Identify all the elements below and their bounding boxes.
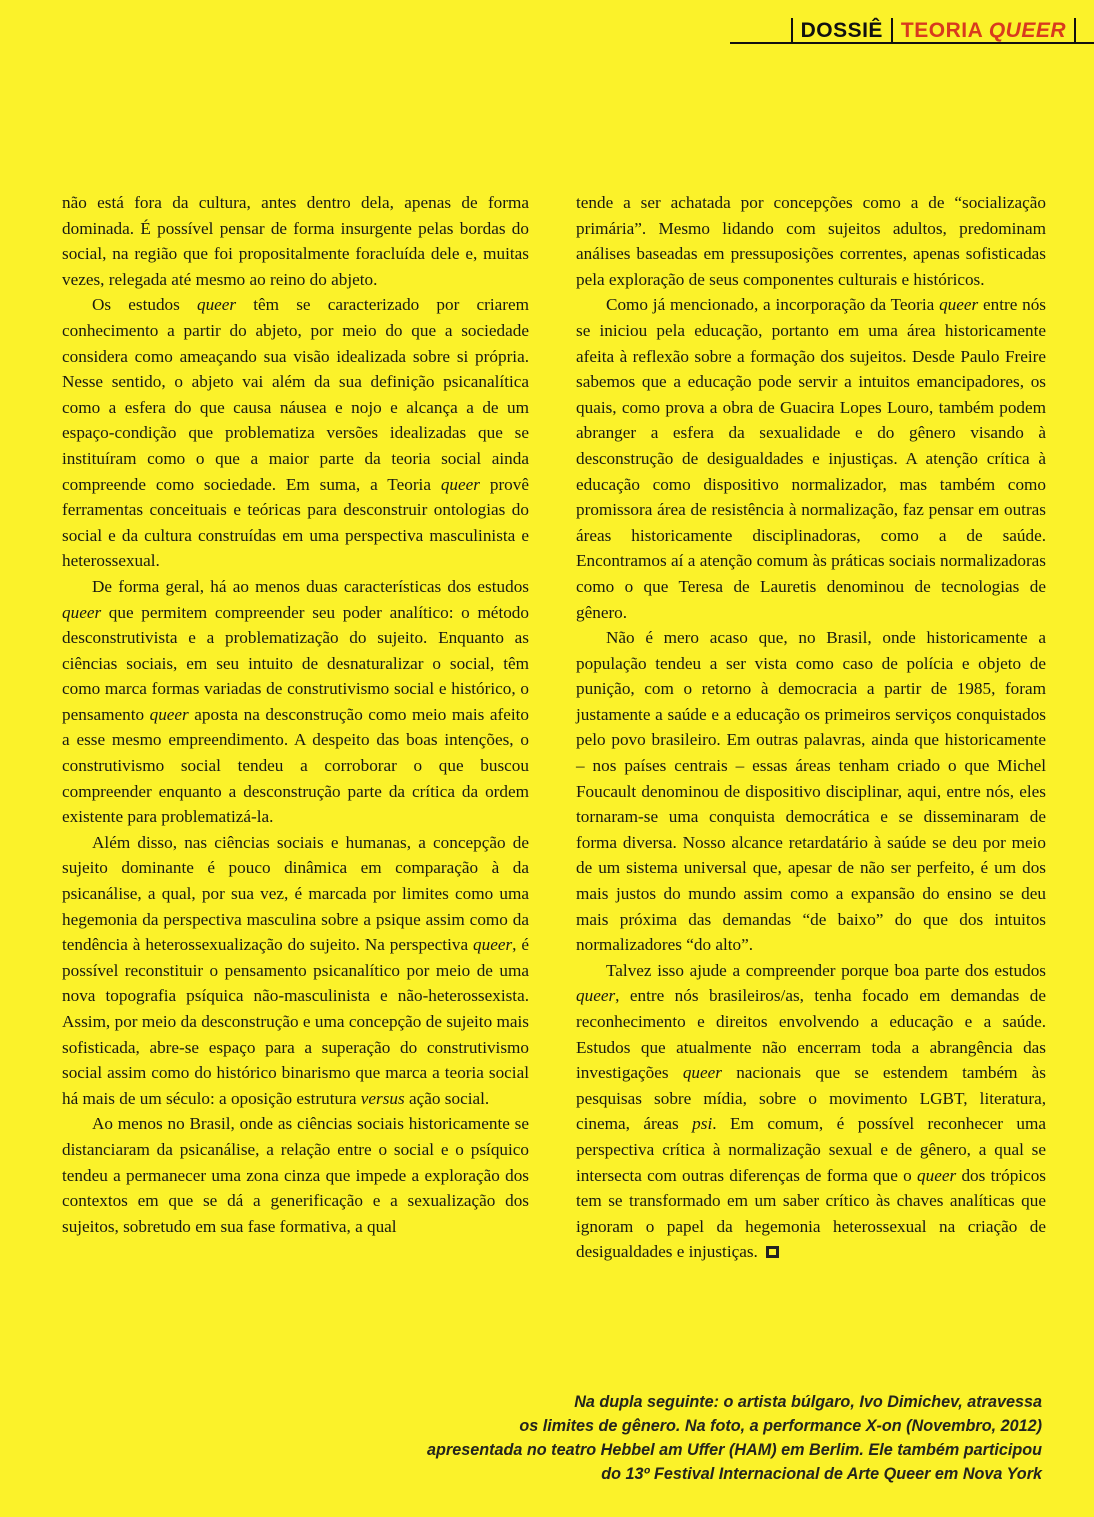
paragraph: Não é mero acaso que, no Brasil, onde historicamente a população tendeu a ser vista como caso de polícia e objeto de punição, com o retorno à democracia a partir de 1985, foram justamente a saúde e a educação os primeiros serviços conquistados pelo povo brasileiro. Em outras palavras, ainda que historicamente – nos países centrais – essas áreas tenham criado o que Michel Foucault denominou de dispositivo disciplinar, aqui, entre nós, eles tornaram-se uma conquista democrática e se disseminaram de forma diversa. Nosso alcance retardatário à saúde se deu por meio de um sistema universal que, apesar de não ser perfeito, é um dos mais justos do mundo assim como a expansão do ensino se deu mais próxima das demandas “de baixo” do que dos intuitos normalizadores “do alto”. xyxy=(576,628,1046,955)
caption-line: do 13º Festival Internacional de Arte Queer em Nova York xyxy=(601,1465,1042,1483)
header-divider xyxy=(791,18,793,44)
caption-line: Na dupla seguinte: o artista búlgaro, Ivo Dimichev, atravessa xyxy=(574,1393,1042,1411)
paragraph: Ao menos no Brasil, onde as ciências sociais historicamente se distanciaram da psicanálise, a relação entre o social e o psíquico tendeu a permanecer uma zona cinza que impede a exploração dos contextos em que se dá a generificação e a sexualização dos sujeitos, sobretudo em sua fase formativa, a qual xyxy=(62,1114,529,1236)
section-label: DOSSIÊ xyxy=(800,19,883,42)
topic-prefix: TEORIA xyxy=(900,19,989,42)
paragraph: De forma geral, há ao menos duas características dos estudos queer que permitem compreender seu poder analítico: o método desconstrutivista e a problematização do sujeito. Enquanto as ciências sociais, em seu intuito de desnaturalizar o social, têm como marca formas variadas de construtivismo social e histórico, o pensamento queer aposta na desconstrução como meio mais afeito a esse mesmo empreendimento. A despeito das boas intenções, o construtivismo social tendeu a corroborar o que buscou compreender enquanto a desconstrução parte da crítica da ordem existente para problematizá-la. xyxy=(62,576,529,827)
caption-line: os limites de gênero. Na foto, a performance X-on (Novembro, 2012) xyxy=(519,1417,1042,1435)
right-column xyxy=(576,190,1046,1265)
header-divider xyxy=(891,18,893,44)
topic-italic: QUEER xyxy=(988,19,1066,42)
header-rule xyxy=(730,42,1094,44)
left-column xyxy=(62,190,529,1239)
paragraph: Os estudos queer têm se caracterizado por criarem conhecimento a partir do abjeto, por meio do que a sociedade considera como ameaçando sua visão idealizada sobre si própria. Nesse sentido, o abjeto vai além da sua definição psicanalítica como a esfera do que causa náusea e nojo e alcança a de um espaço-condição que problematiza versões idealizadas que se instituíram como o que a maior parte da teoria social ainda compreende como sociedade. Em suma, a Teoria queer provê ferramentas conceituais e teóricas para desconstruir ontologias do social e da cultura construídas em uma perspectiva masculinista e heterossexual. xyxy=(62,295,529,571)
paragraph: Como já mencionado, a incorporação da Teoria queer entre nós se iniciou pela educação, portanto em uma área historicamente afeita à reflexão sobre a formação dos sujeitos. Desde Paulo Freire sabemos que a educação pode servir a intuitos emancipadores, os quais, como prova a obra de Guacira Lopes Louro, também podem abranger a esfera da sexualidade e do gênero visando à desconstrução de desigualdades e injustiças. A atenção crítica à educação como dispositivo normalizador, mas também como promissora área de resistência à normalização, faz pensar em outras áreas historicamente disciplinadoras, como a de saúde. Encontramos aí a atenção comum às práticas sociais normalizadoras como o que Teresa de Lauretis denominou de tecnologias de gênero. xyxy=(576,295,1046,622)
paragraph: Além disso, nas ciências sociais e humanas, a concepção de sujeito dominante é pouco dinâmica em comparação à da psicanálise, a qual, por sua vez, é marcada por limites como uma hegemonia da perspectiva masculina sobre a psique assim como da tendência à heterossexualização do sujeito. Na perspectiva queer, é possível reconstituir o pensamento psicanalítico por meio de uma nova topografia psíquica não-masculinista e não-heterossexista. Assim, por meio da desconstrução e uma concepção de sujeito mais sofisticada, abre-se espaço para a superação do construtivismo social assim como do histórico binarismo que marca a teoria social há mais de um século: a oposição estrutura versus ação social. xyxy=(62,832,529,1108)
paragraph: não está fora da cultura, antes dentro dela, apenas de forma dominada. É possível pensar de forma insurgente pelas bordas do social, na região que foi propositalmente foracluída dele e, muitas vezes, relegada até mesmo ao reino do abjeto. xyxy=(62,193,529,289)
photo-caption xyxy=(322,1390,1042,1486)
paragraph: tende a ser achatada por concepções como a de “socialização primária”. Mesmo lidando com sujeitos adultos, predominam análises baseadas em pressuposições correntes, apenas sofisticadas pela exploração de seus componentes culturais e históricos. xyxy=(576,193,1046,289)
paragraph: Talvez isso ajude a compreender porque boa parte dos estudos queer, entre nós brasileiros/as, tenha focado em demandas de reconhecimento e direitos envolvendo a educação e a saúde. Estudos que atualmente não encerram toda a abrangência das investigações queer nacionais que se estendem também às pesquisas sobre mídia, sobre o movimento LGBT, literatura, cinema, áreas psi. Em comum, é possível reconhecer uma perspectiva crítica à normalização sexual e de gênero, a qual se intersecta com outras diferenças de forma que o queer dos trópicos tem se transformado em um saber crítico às chaves analíticas que ignoram o papel da hegemonia heterossexual na criação de desigualdades e injustiças. xyxy=(576,960,1046,1262)
topic-label xyxy=(901,19,1066,43)
end-of-article-square-icon xyxy=(766,1246,779,1258)
caption-line: apresentada no teatro Hebbel am Uffer (HAM) em Berlim. Ele também participou xyxy=(427,1441,1042,1459)
header-divider xyxy=(1074,18,1076,44)
